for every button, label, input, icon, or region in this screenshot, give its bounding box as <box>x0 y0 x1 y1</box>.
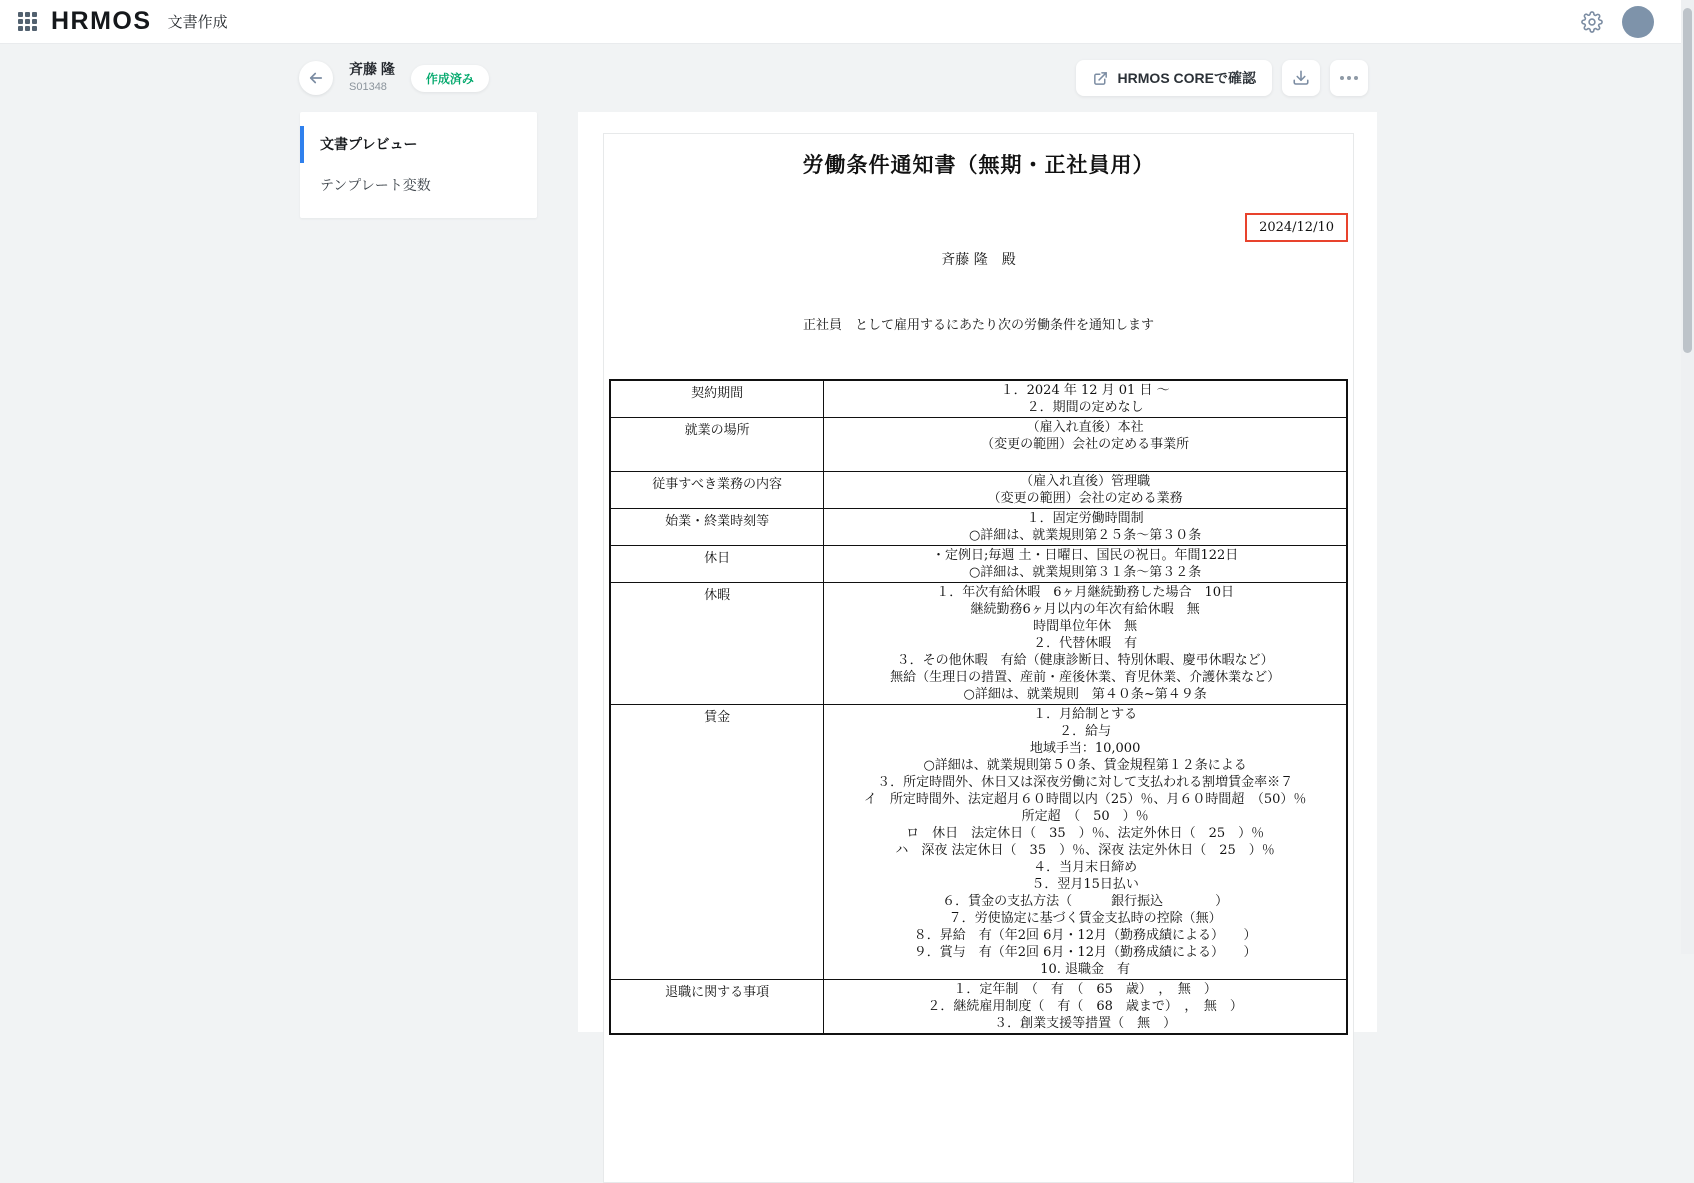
arrow-left-icon <box>307 69 325 87</box>
document-paper <box>603 133 1354 1183</box>
row-line: ○詳細は、就業規則第２５条～第３０条 <box>968 528 1202 543</box>
row-line: ４．当月末日締め <box>1033 860 1138 875</box>
hrmos-logo: HRMOS <box>51 7 152 35</box>
table-row <box>610 583 1347 705</box>
hrmos-core-button[interactable]: HRMOS COREで確認 <box>1076 60 1272 96</box>
row-line: （変更の範囲）会社の定める業務 <box>987 491 1183 506</box>
row-line: ハ 深夜 法定休日（ 35 ）％、深夜 法定外休日（ 25 ）％ <box>895 843 1275 858</box>
apps-grid-icon[interactable] <box>18 12 37 31</box>
row-line: ７．労使協定に基づく賃金支払時の控除（無） <box>948 911 1222 926</box>
table-row <box>610 472 1347 509</box>
row-line: 継続勤務6ヶ月以内の年次有給休暇 無 <box>970 602 1200 617</box>
document-date-field[interactable]: 2024/12/10 <box>1245 213 1348 242</box>
page-scrollbar-track[interactable] <box>1681 0 1694 954</box>
row-line: 10. 退職金 有 <box>1040 962 1131 977</box>
download-button[interactable] <box>1282 60 1320 96</box>
document-toolbar-right <box>1076 60 1368 96</box>
row-line: ９．賞与 有（年2回 6月・12月（勤務成績による） ） <box>913 945 1257 960</box>
sidebar-item-document-preview[interactable]: 文書プレビュー <box>300 124 537 165</box>
external-link-icon <box>1092 70 1109 87</box>
app-title: 文書作成 <box>167 14 228 31</box>
row-line: ロ 休日 法定休日（ 35 ）％、法定外休日（ 25 ）％ <box>906 826 1265 841</box>
table-row <box>610 509 1347 546</box>
row-label: 退職に関する事項 <box>610 980 824 1035</box>
row-line: １．年次有給休暇 6ヶ月継続勤務した場合 10日 <box>936 585 1235 600</box>
row-line: ６．賃金の支払方法（ 銀行振込 ） <box>942 894 1229 909</box>
row-line: １．定年制 （ 有 （ 65 歳） ， 無 ） <box>953 982 1217 997</box>
sidebar-item-template-variables[interactable]: テンプレート変数 <box>320 177 431 193</box>
row-line: 所定超 （ 50 ）％ <box>1021 809 1149 824</box>
row-line: ２．継続雇用制度（ 有（ 68 歳まで） ， 無 ） <box>927 999 1243 1014</box>
row-line: ３．その他休暇 有給（健康診断日、特別休暇、慶弔休暇など） <box>896 653 1274 668</box>
row-line: ○詳細は、就業規則第５０条、賃金規程第１２条による <box>923 758 1247 773</box>
row-line: ○詳細は、就業規則 第４０条~第４９条 <box>963 687 1207 702</box>
ellipsis-icon <box>1340 76 1358 80</box>
row-line: １．固定労働時間制 <box>1026 511 1144 526</box>
download-icon <box>1292 69 1310 87</box>
row-line: ５．翌月15日払い <box>1031 877 1139 892</box>
row-line: ２．代替休暇 有 <box>1033 636 1138 651</box>
employee-id: S01348 <box>349 80 387 93</box>
employee-block <box>349 61 395 94</box>
page-scrollbar-thumb[interactable] <box>1683 8 1692 353</box>
user-avatar[interactable] <box>1622 6 1654 38</box>
row-label: 就業の場所 <box>610 418 824 472</box>
document-viewer <box>578 112 1377 1032</box>
table-row <box>610 705 1347 980</box>
document-toolbar-left <box>299 56 489 100</box>
row-line: １．2024 年 12 月 01 日 ～ <box>1000 383 1170 398</box>
row-line: １．月給制とする <box>1033 707 1138 722</box>
row-line: （変更の範囲）会社の定める事業所 <box>981 437 1190 452</box>
row-line: 地域手当：10,000 <box>1029 741 1141 756</box>
preview-sidebar <box>300 112 537 218</box>
table-row <box>610 980 1347 1035</box>
row-line: ○詳細は、就業規則第３１条～第３２条 <box>968 565 1202 580</box>
row-line: ３．創業支援等措置（ 無 ） <box>994 1016 1177 1031</box>
row-line <box>826 453 1344 470</box>
row-line: イ 所定時間外、法定超月６０時間以内（25）％、月６０時間超 （50）％ <box>863 792 1307 807</box>
table-row <box>610 380 1347 418</box>
document-intro-line: 正社員 として雇用するにあたり次の労働条件を通知します <box>802 318 1154 333</box>
row-line: （雇入れ直後）管理職 <box>1020 474 1151 489</box>
row-line: 時間単位年休 無 <box>1033 619 1138 634</box>
app-header <box>0 0 1694 44</box>
back-button[interactable] <box>299 61 333 95</box>
row-line: ３．所定時間外、休日又は深夜労働に対して支払われる割増賃金率※７ <box>877 775 1294 790</box>
row-label: 休日 <box>610 546 824 583</box>
row-label: 休暇 <box>610 583 824 705</box>
row-label: 賃金 <box>610 705 824 980</box>
more-button[interactable] <box>1330 60 1368 96</box>
row-line: ８．昇給 有（年2回 6月・12月（勤務成績による） ） <box>913 928 1257 943</box>
document-title: 労働条件通知書（無期・正社員用） <box>802 152 1155 177</box>
gear-icon[interactable] <box>1580 10 1604 34</box>
conditions-table <box>609 379 1348 1035</box>
row-label: 契約期間 <box>610 380 824 418</box>
row-line: ２．給与 <box>1059 724 1112 739</box>
document-addressee: 斉藤 隆 殿 <box>941 252 1016 268</box>
row-line: 無給（生理日の措置、産前・産後休業、育児休業、介護休業など） <box>890 670 1281 685</box>
row-line: （雇入れ直後）本社 <box>1026 420 1144 435</box>
table-row <box>610 418 1347 472</box>
row-label: 始業・終業時刻等 <box>610 509 824 546</box>
row-label: 従事すべき業務の内容 <box>610 472 824 509</box>
row-line: ・定例日;毎週 土・日曜日、国民の祝日。年間122日 <box>931 548 1239 563</box>
table-row <box>610 546 1347 583</box>
status-badge: 作成済み <box>411 65 489 92</box>
row-line: ２．期間の定めなし <box>1026 400 1144 415</box>
employee-name: 斉藤 隆 <box>349 61 395 78</box>
